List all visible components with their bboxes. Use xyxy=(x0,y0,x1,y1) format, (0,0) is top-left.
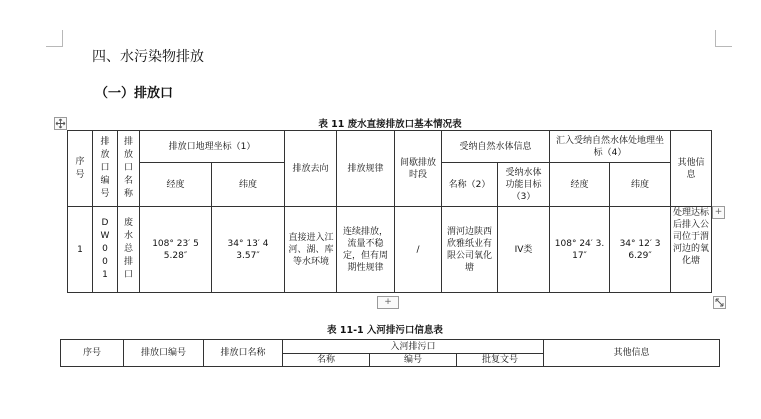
header-receiving-target: 受纳水体功能目标（3） xyxy=(498,163,550,207)
table-move-handle[interactable] xyxy=(54,117,67,130)
header-destination: 排放去向 xyxy=(285,131,337,207)
t2-header-other: 其他信息 xyxy=(544,340,720,367)
cell-pattern: 连续排放，流量不稳定，但有周期性规律 xyxy=(337,207,395,293)
header-latitude: 纬度 xyxy=(212,163,285,207)
header-outlet-no: 排放口编号 xyxy=(93,131,118,207)
cell-seq: 1 xyxy=(68,207,93,293)
cell-destination: 直接进入江河、湖、库等水环境 xyxy=(285,207,337,293)
header-other: 其他信息 xyxy=(671,131,712,207)
table2-caption: 表 11-1 入河排污口信息表 xyxy=(327,325,443,336)
header-confluence-latitude: 纬度 xyxy=(610,163,671,207)
add-column-button[interactable]: + xyxy=(712,206,725,219)
t2-header-river-outlet: 入河排污口 xyxy=(283,340,544,354)
table1-caption: 表 11 废水直接排放口基本情况表 xyxy=(318,119,462,130)
t2-header-number: 编号 xyxy=(370,354,457,367)
cell-latitude: 34° 13′ 43.57″ xyxy=(212,207,285,293)
page-corner-mark-top-right xyxy=(715,30,732,47)
t2-header-approval: 批复文号 xyxy=(457,354,544,367)
cell-other: 处理达标后排入公司位于渭河边的氧化塘 xyxy=(671,207,712,293)
t2-header-name: 名称 xyxy=(283,354,370,367)
section-heading: 四、水污染物排放 xyxy=(92,49,204,65)
header-receiving-name: 名称（2） xyxy=(442,163,498,207)
cell-outlet-name: 废水总排口 xyxy=(118,207,140,293)
header-seq: 序号 xyxy=(68,131,93,207)
header-pattern: 排放规律 xyxy=(337,131,395,207)
header-receiving-water: 受纳自然水体信息 xyxy=(442,131,550,163)
resize-icon xyxy=(714,297,725,308)
cell-confluence-longitude: 108° 24′ 3.17″ xyxy=(550,207,610,293)
cell-longitude: 108° 23′ 55.28″ xyxy=(140,207,212,293)
t2-header-outlet-no: 排放口编号 xyxy=(124,340,204,367)
t2-header-outlet-name: 排放口名称 xyxy=(204,340,283,367)
header-intermittent: 间歇排放时段 xyxy=(395,131,442,207)
river-outlet-table xyxy=(60,339,720,367)
cell-receiving-target: IV类 xyxy=(498,207,550,293)
cell-intermittent: / xyxy=(395,207,442,293)
header-confluence-coord: 汇入受纳自然水体处地理坐标（4） xyxy=(550,131,671,163)
header-outlet-name: 排放口名称 xyxy=(118,131,140,207)
subsection-heading: （一）排放口 xyxy=(95,86,174,101)
wastewater-outlet-table xyxy=(67,130,712,293)
cell-confluence-latitude: 34° 12′ 36.29″ xyxy=(610,207,671,293)
add-row-button[interactable]: + xyxy=(377,296,399,309)
header-outlet-coord: 排放口地理坐标（1） xyxy=(140,131,285,163)
cell-outlet-no: DW001 xyxy=(93,207,118,293)
header-longitude: 经度 xyxy=(140,163,212,207)
table-row xyxy=(68,207,712,293)
t2-header-seq: 序号 xyxy=(61,340,124,367)
move-icon xyxy=(55,118,66,129)
page-corner-mark-top-left xyxy=(46,30,63,47)
header-confluence-longitude: 经度 xyxy=(550,163,610,207)
table-resize-handle[interactable] xyxy=(713,296,726,309)
cell-receiving-name: 渭河边陕西欣雅纸业有限公司氧化塘 xyxy=(442,207,498,293)
